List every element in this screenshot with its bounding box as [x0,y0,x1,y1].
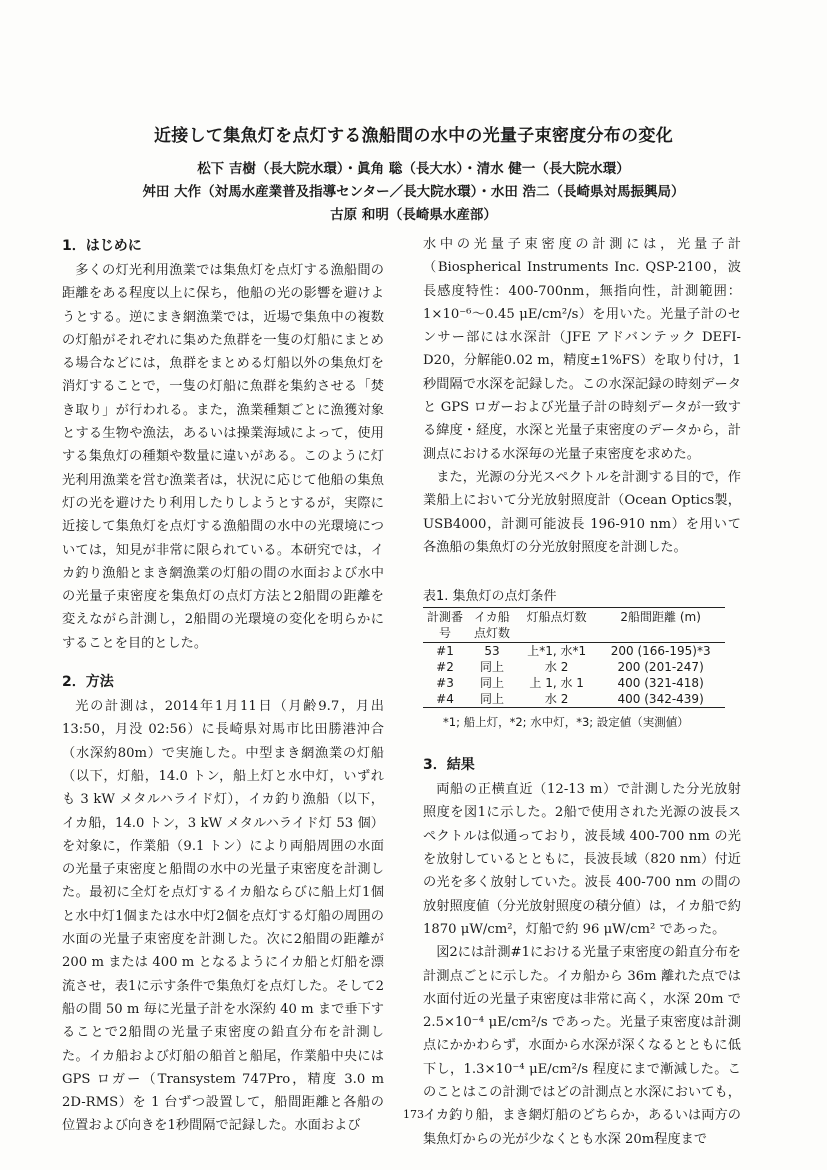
methods-paragraph-2: 水中の光量子束密度の計測には，光量子計（Biospherical Instruments Inc. QSP-2100，波長感度特性：400-700nm，無指向性，計測範囲：1×10⁻⁶～0.45 μE/cm²/s）を用いた。光量子計のセンサー部には水深計（JFE アドバンテック DEFI-D20，分解能0.02 m，精度±1%FS）を取り付け，1秒間隔で水深を記録した。この水深記録の時刻データと GPS ロガーおよび光量子計の時刻データが一致する緯度・経度，水深と光量子束密度のデータから，計測点における水深毎の光量子束密度を求めた。 [423,237,741,462]
author-line-2: 舛田 大作（対馬水産業普及指導センター／長大院水環）・水田 浩二（長崎県対馬振興局） [142,184,685,200]
table-cell: 同上 [467,691,517,708]
table-cell: 上 1, 水 1 [529,676,584,691]
table-cell: 53 [484,644,500,659]
methods-paragraph-1: 光の計測は，2014年1月11日（月齢9.7，月出13:50，月没 02:56）に長崎県対馬市比田勝港沖合（水深約80m）で実施した。中型まき網漁業の灯船（以下，灯船，14.0 トン，船上灯と水中灯，いずれも 3 kW メタルハライド灯），イカ釣り漁船（以下，イカ船，14.0 トン，3 kW メタルハライド灯 53 個）を対象に，作業船（9.1 トン）により両船周囲の水面の光量子束密度と船間の水中の光量子束密度を計測した。最初に全灯を点灯するイカ船ならびに船上灯1個と水中灯1個または水中灯2個を点灯する灯船の周囲の水面の光量子束密度を計測した。次に2船間の距離が 200 m または 400 m となるようにイカ船と灯船を漂流させ，表1に示す条件で集魚灯を点灯した。そして2船の間 50 m 毎に光量子計を水深約 40 m まで垂下することで2船間の光量子束密度の鉛直分布を計測した。イカ船および灯船の船首と船尾，作業船中央には GPS ロガー（Transystem 747Pro，精度 3.0 m 2D-RMS）を 1 台ずつ設置して，船間距離と各船の位置および向きを1秒間隔で記録した。水面および [62,699,384,1134]
table-cell: 200 (201-247) [617,660,704,675]
section-heading-methods: 2．方法 [62,674,114,691]
results-paragraph-1: 両船の正横直近（12-13 m）で計測した分光放射照度を図1に示した。2船で使用された光源の波長スペクトルは似通っており，波長域 400-700 nm の光を放射しているとともに，長波長域（820 nm）付近の光を多く放射していた。波長 400-700 nm の間の放射照度値（分光放射照度の積分値）は，イカ船で約 1870 μW/cm²，灯船で約 96 μW/cm² であった。 [423,782,741,937]
table-cell: #4 [423,691,467,708]
table-cell: #2 [436,660,454,675]
table-cell: #1 [436,644,454,659]
table-cell: 400 (321-418) [617,676,704,691]
left-column [62,233,384,1138]
table-cell: #3 [436,676,454,691]
section-heading-results: 3．結果 [423,757,475,774]
table-footnote: *1; 船上灯，*2; 水中灯，*3; 設定値（実測値） [443,715,689,730]
intro-paragraph: 多くの灯光利用漁業では集魚灯を点灯する漁船間の距離をある程度以上に保ち，他船の光の影響を避けようとする。逆にまき網漁業では，近場で集魚中の複数の灯船がそれぞれに集めた魚群を一隻の灯船にまとめる場合などには，魚群をまとめる灯船以外の集魚灯を消灯することで，一隻の灯船に魚群を集約させる「焚き取り」が行われる。また，漁業種類ごとに漁獲対象とする生物や漁法，あるいは操業海域によって，使用する集魚灯の種類や数量に違いがある。このように灯光利用漁業を営む漁業者は，状況に応じて他船の集魚灯の光を避けたり利用したりしようとするが，実際に近接して集魚灯を点灯する漁船間の水中の光環境については，知見が非常に限られている。本研究では，イカ釣り漁船とまき網漁業の灯船の間の水面および水中の光量子束密度を集魚灯の点灯方法と2船間の距離を変えながら計測し，2船間の光環境の変化を明らかにすることを目的とした。 [62,263,384,651]
table-row [423,691,725,708]
table-header-cell: 灯船点灯数 [517,608,596,643]
table-row [423,659,725,675]
methods-paragraph-3: また，光源の分光スペクトルを計測する目的で，作業船上において分光放射照度計（Ocean Optics製，USB4000，計測可能波長 196-910 nm）を用いて各漁船の集魚灯の分光放射照度を計測した。 [423,469,741,555]
table-row [423,643,725,660]
table-row [423,675,725,691]
table-header-cell: イカ船点灯数 [467,608,517,643]
table-header-cell: 計測番号 [423,608,467,643]
results-paragraph-2: 図2には計測#1における光量子束密度の鉛直分布を計測点ごとに示した。イカ船から 36m 離れた点では水面付近の光量子束密度は非常に高く，水深 20m で 2.5×10⁻⁴ μE/cm²/s であった。光量子束密度は計測点にかかわらず，水面から水深が深くなるとともに低下し，1.3×10⁻⁴ μE/cm²/s 程度にまで漸減した。このことはこの計測ではどの計測点と水深においても，イカ釣り船，まき網灯船のどちらか，あるいは両方の集魚灯からの光が少なくとも水深 20m程度まで [423,945,741,1147]
author-line-1: 松下 吉樹（長大院水環）・眞角 聡（長大水）・清水 健一（長大院水環） [197,161,630,177]
page-number: 173 [403,1108,424,1121]
table-cell: 水 2 [517,691,596,708]
table-cell: 同上 [479,660,504,675]
author-line-3: 古原 和明（長崎県水産部） [330,207,497,223]
table-cell: 同上 [479,676,504,691]
paper-title: 近接して集魚灯を点灯する漁船間の水中の光量子束密度分布の変化 [154,126,673,146]
table-cell: 200 (166-195)*3 [610,644,711,659]
table-header-cell: 2船間距離 (m) [596,608,725,643]
right-column [423,233,741,1151]
section-heading-intro: 1．はじめに [62,238,142,254]
lighting-conditions-table [423,607,725,708]
table-header-row [423,608,725,643]
table-caption: 表1. 集魚灯の点灯条件 [423,589,557,605]
table-cell: 水 2 [544,660,569,675]
table-cell: 上*1, 水*1 [527,644,587,659]
table-cell: 400 (342-439) [596,691,725,708]
